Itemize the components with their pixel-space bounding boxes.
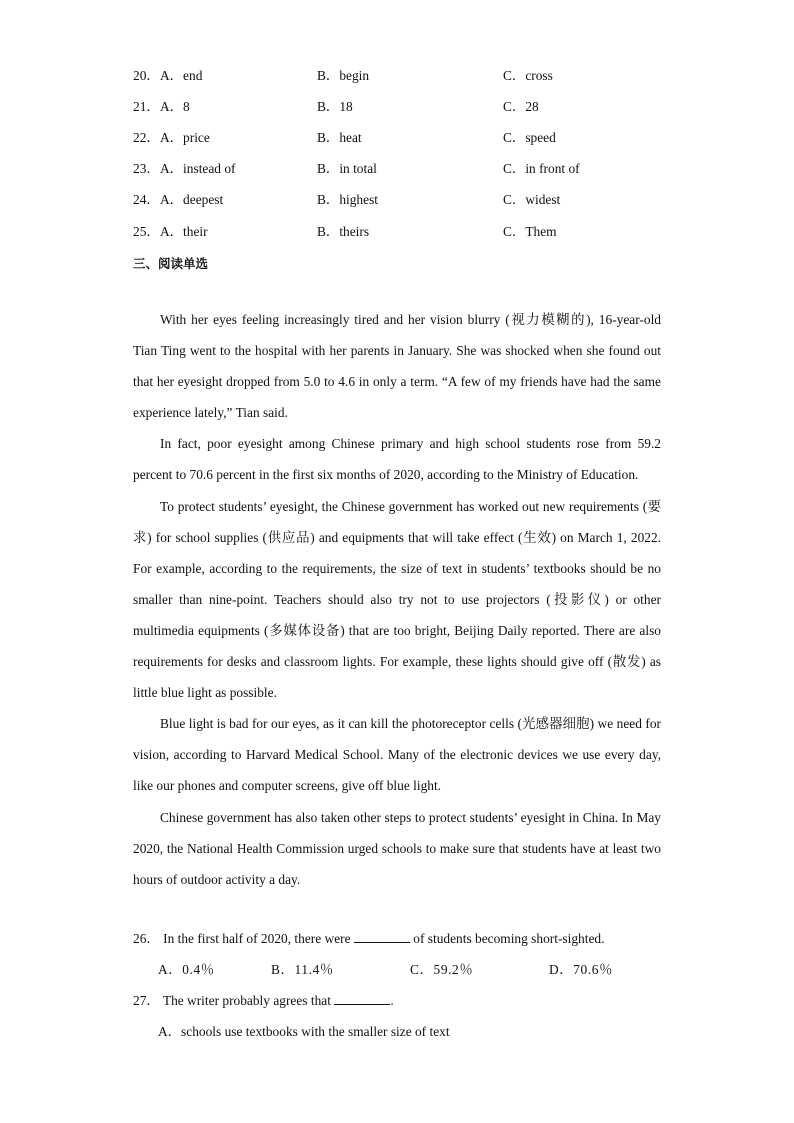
- option-b: B．highest: [317, 192, 379, 207]
- question-number: 20．: [133, 68, 160, 83]
- question-number: 21．: [133, 99, 160, 114]
- question-number: 22．: [133, 130, 160, 145]
- option-c: C．speed: [503, 130, 556, 145]
- option-b: B．heat: [317, 130, 362, 145]
- question-26-stem: [133, 929, 604, 949]
- option-row-20: [0, 66, 794, 86]
- choice-a: A．0.4％: [158, 962, 215, 977]
- option-b: B．begin: [317, 68, 370, 83]
- option-b: B．theirs: [317, 224, 370, 239]
- option-a: A．price: [160, 130, 210, 145]
- passage-paragraph: With her eyes feeling increasingly tired and her vision blurry (视力模糊的), 16-year-old Tian Ting went to the hospital with her parents in January. She was shocked when she found out that her eyesight dropped from 5.0 to 4.6 in only a term. “A few of my friends have had the same experience lately,” Tian said.: [133, 312, 661, 421]
- question-text-after: .: [390, 993, 394, 1008]
- choice-c: C．59.2％: [410, 962, 474, 977]
- question-number: 23．: [133, 161, 160, 176]
- option-a: A．end: [160, 68, 203, 83]
- answer-blank: [354, 929, 410, 943]
- passage-paragraph: Blue light is bad for our eyes, as it can kill the photoreceptor cells (光感器细胞) we need for vision, according to Harvard Medical School. Many of the electronic devices we use every day, like our phones and computer screens, give off blue light.: [133, 716, 661, 794]
- answer-blank: [334, 991, 390, 1005]
- option-c: C．cross: [503, 68, 553, 83]
- option-a: A．their: [160, 224, 208, 239]
- passage-paragraph: To protect students’ eyesight, the Chinese government has worked out new requirements (要求) for school supplies (供应品) and equipments that will take effect (生效) on March 1, 2022. For example, according to the requirements, the size of text in students’ textbooks should be no smaller than nine-point. Teachers should also try not to use projectors (投影仪) or other multimedia equipments (多媒体设备) that are too bright, Beijing Daily reported. There are also requirements for desks and classroom lights. For example, these lights should give off (散发) as little blue light as possible.: [133, 498, 661, 701]
- passage-paragraph: In fact, poor eyesight among Chinese primary and high school students rose from 59.2 percent to 70.6 percent in the first six months of 2020, according to the Ministry of Education.: [133, 436, 661, 483]
- question-text-before: In the first half of 2020, there were: [163, 931, 351, 946]
- option-row-23: [0, 159, 794, 179]
- question-number: 26．: [133, 931, 160, 946]
- passage-paragraph: Chinese government has also taken other steps to protect students’ eyesight in China. In May 2020, the National Health Commission urged schools to make sure that students have at least two hours of outdoor activity a day.: [133, 809, 661, 887]
- option-c: C．widest: [503, 192, 561, 207]
- choice-d: D．70.6％: [549, 962, 614, 977]
- option-row-21: [0, 97, 794, 117]
- option-row-25: [0, 222, 794, 242]
- question-text-after: of students becoming short-sighted.: [413, 931, 605, 946]
- option-a: A．8: [160, 99, 190, 114]
- section-title: 三、阅读单选: [133, 256, 209, 271]
- option-row-22: [0, 128, 794, 148]
- question-27-stem: [133, 991, 394, 1011]
- option-b: B．in total: [317, 161, 377, 176]
- reading-passage: [133, 304, 661, 895]
- option-row-24: [0, 190, 794, 210]
- option-b: B．18: [317, 99, 353, 114]
- choice-b: B．11.4％: [271, 962, 334, 977]
- question-text-before: The writer probably agrees that: [162, 993, 331, 1008]
- option-c: C．Them: [503, 224, 557, 239]
- choice-a: A．schools use textbooks with the smaller size of text: [158, 1024, 450, 1039]
- option-a: A．instead of: [160, 161, 236, 176]
- question-number: 27．: [133, 993, 160, 1008]
- option-c: C．28: [503, 99, 539, 114]
- option-a: A．deepest: [160, 192, 224, 207]
- question-number: 24．: [133, 192, 160, 207]
- question-number: 25．: [133, 224, 160, 239]
- option-c: C．in front of: [503, 161, 580, 176]
